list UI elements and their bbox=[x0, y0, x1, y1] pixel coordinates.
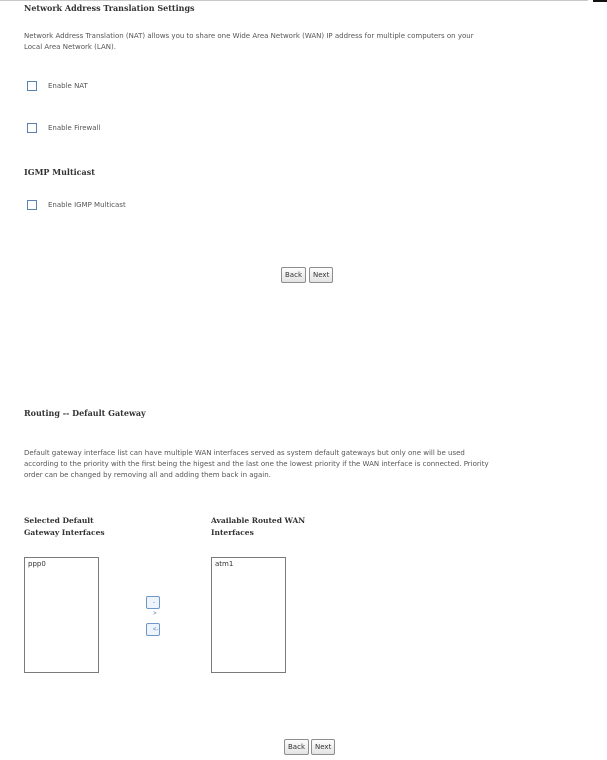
enable-firewall-checkbox[interactable] bbox=[27, 123, 37, 133]
back-button-bottom[interactable]: Back bbox=[284, 739, 309, 755]
enable-nat-label: Enable NAT bbox=[48, 82, 88, 90]
available-header-line-1: Available Routed WAN bbox=[211, 516, 306, 525]
enable-firewall-row[interactable] bbox=[27, 123, 100, 133]
enable-nat-checkbox[interactable] bbox=[27, 81, 37, 91]
enable-igmp-checkbox[interactable] bbox=[27, 200, 37, 210]
nat-description-line-1: Network Address Translation (NAT) allows you to share one Wide Area Network (WAN) IP address for multiple computers on your bbox=[24, 32, 474, 40]
enable-nat-row[interactable] bbox=[27, 81, 88, 91]
routing-description-line-2: according to the priority with the first being the higest and the last one the lowest priority if the WAN interface is connected. Priority bbox=[24, 460, 489, 468]
enable-igmp-label: Enable IGMP Multicast bbox=[48, 201, 126, 209]
routing-description-line-3: order can be changed by removing all and adding them back in again. bbox=[24, 471, 271, 479]
top-right-mark bbox=[593, 0, 607, 2]
nat-section-title: Network Address Translation Settings bbox=[24, 3, 195, 13]
available-header-line-2: Interfaces bbox=[211, 528, 254, 537]
nat-description bbox=[24, 31, 599, 53]
next-button-top[interactable]: Next bbox=[309, 267, 333, 283]
top-border bbox=[0, 0, 588, 1]
back-button-top[interactable]: Back bbox=[281, 267, 306, 283]
move-right-button[interactable]: -> bbox=[146, 596, 160, 609]
next-button-bottom[interactable]: Next bbox=[311, 739, 335, 755]
available-wan-header bbox=[211, 515, 305, 539]
nat-description-line-2: Local Area Network (LAN). bbox=[24, 43, 116, 51]
selected-gateways-listbox[interactable] bbox=[24, 557, 99, 673]
selected-header-line-1: Selected Default bbox=[24, 516, 94, 525]
selected-header-line-2: Gateway Interfaces bbox=[24, 528, 105, 537]
move-left-button[interactable]: <- bbox=[146, 623, 160, 636]
enable-firewall-label: Enable Firewall bbox=[48, 124, 101, 132]
list-item[interactable]: ppp0 bbox=[28, 560, 46, 568]
igmp-section-title: IGMP Multicast bbox=[24, 167, 95, 177]
routing-section-title: Routing -- Default Gateway bbox=[24, 408, 146, 418]
routing-description bbox=[24, 448, 602, 481]
list-item[interactable]: atm1 bbox=[215, 560, 234, 568]
selected-gateways-header bbox=[24, 515, 105, 539]
enable-igmp-row[interactable] bbox=[27, 200, 126, 210]
routing-description-line-1: Default gateway interface list can have multiple WAN interfaces served as system default gateways but only one will be used bbox=[24, 449, 465, 457]
available-wan-listbox[interactable] bbox=[211, 557, 286, 673]
